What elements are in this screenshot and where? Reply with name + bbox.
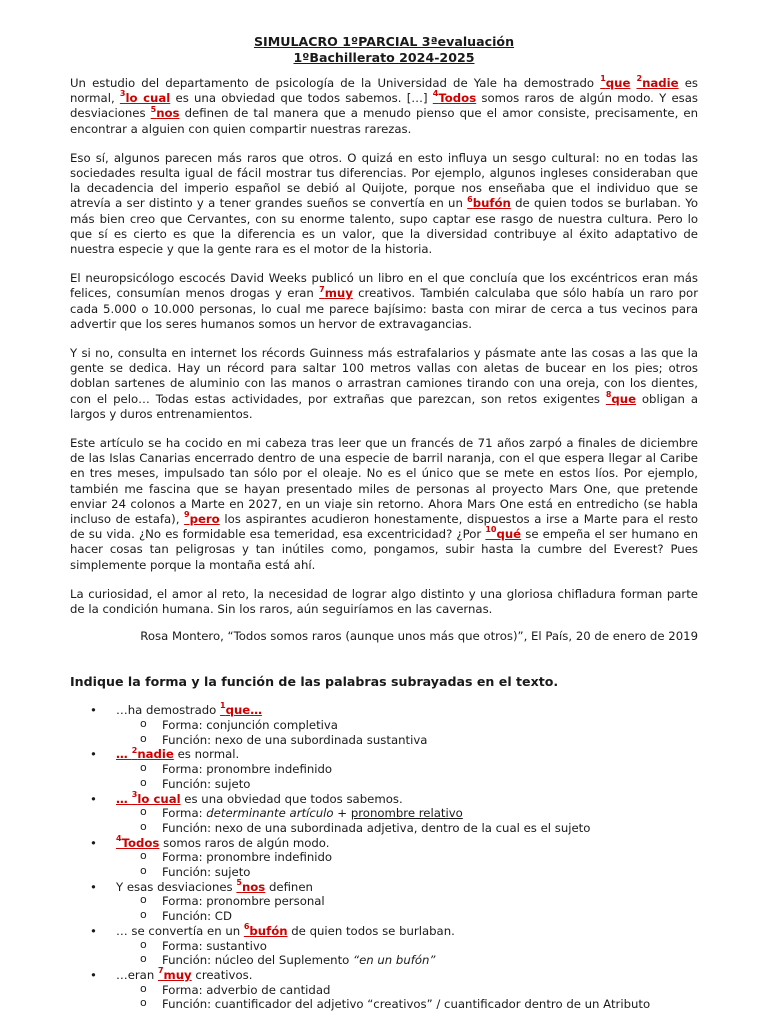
marked-word-6: $^6$bufón [467, 194, 511, 211]
article-text [70, 76, 698, 617]
funcion-line: o Función: núcleo del Suplemento “en un bufón” [116, 953, 698, 968]
document-page [70, 34, 698, 1012]
paragraph-5: Este artículo se ha cocido en mi cabeza tras leer que un francés de 71 años zarpó a finales de diciembre de las Islas Canarias encerrado dentro de una especie de barril naranja, con el que espera llegar al Caribe en tres meses, impulsado tan sólo por el oleaje. No es el único que se mete en estos líos. Por ejemplo, también me fascina que se hayan presentado miles de personas al proyecto Mars One, que pretende enviar 24 colonos a Marte en 2027, en un viaje sin retorno. Ahora Mars One está en entredicho (se habla incluso de estafa), $^9$pero los aspirantes acudieron honestamente, dispuestos a irse a Marte para el resto de su vida. ¿No es formidable esa temeridad, esa excentricidad? ¿Por $^{10}$qué se empeña el ser humano en hacer cosas tan peligrosas y tan inútiles como, pongamos, subir hasta la cumbre del Everest? Pues simplemente porque la montaña está ahí. [70, 436, 698, 572]
forma-line: o Forma: conjunción completiva [116, 718, 698, 733]
funcion-line: o Función: nexo de una subordinada sustantiva [116, 733, 698, 748]
marked-word-6: $^6$bufón [243, 921, 288, 938]
list-item: • Y esas desviaciones $^5$nos definen o Forma: pronombre personal o Función: CD [70, 880, 698, 924]
list-item: • …eran $^7$muy creativos. o Forma: adverbio de cantidad o Función: cuantificador del adjetivo “creativos” / cuantificador dentro de un Atributo [70, 968, 698, 1012]
list-item: • $^4$Todos somos raros de algún modo. o Forma: pronombre indefinido o Función: sujeto [70, 836, 698, 880]
marked-word-1: $^1$que [600, 74, 631, 90]
paragraph-4: Y si no, consulta en internet los récords Guinness más estrafalarios y pásmate ante las cosas a las que la gente se dedica. Hay un récord para saltar 100 metros vallas con aletas de bucear en los pies; otros doblan sartenes de aluminio con las manos o arrastran camiones tirando con una oreja, con los dientes, con el pelo… Todas estas actividades, por extrañas que parezcan, son retos exigentes $^8$que obligan a largos y duros entrenamientos. [70, 346, 698, 421]
exercise-question: Indique la forma y la función de las palabras subrayadas en el texto. [70, 674, 559, 690]
marked-word-7: $^7$muy [157, 966, 192, 982]
funcion-line: o Función: cuantificador del adjetivo “creativos” / cuantificador dentro de un Atributo [116, 997, 698, 1012]
marked-word-2: … $^2$nadie [116, 745, 174, 762]
list-item: • …ha demostrado $^1$que… o Forma: conjunción completiva o Función: nexo de una subordinada sustantiva [70, 703, 698, 747]
marked-word-8: $^8$que [605, 389, 637, 406]
title-line-2: 1ºBachillerato 2024-2025 [293, 50, 475, 65]
forma-line: o Forma: pronombre indefinido [116, 762, 698, 777]
forma-line: o Forma: pronombre personal [116, 894, 698, 909]
title-line-1: SIMULACRO 1ºPARCIAL 3ªevaluación [253, 34, 515, 49]
doc-title [70, 34, 698, 66]
marked-word-7: $^7$muy [319, 284, 353, 301]
marked-word-1: $^1$que… [220, 701, 262, 718]
list-item: • … $^3$lo cual es una obviedad que todos sabemos. o Forma: determinante artículo + pronombre relativo o Función: nexo de una subordinada adjetiva, dentro de la cual es el sujeto [70, 792, 698, 836]
marked-word-9: $^9$pero [184, 510, 220, 527]
marked-word-4: $^4$Todos [116, 833, 160, 850]
forma-line: o Forma: determinante artículo + pronombre relativo [116, 806, 698, 821]
list-item: • … $^2$nadie es normal. o Forma: pronombre indefinido o Función: sujeto [70, 747, 698, 791]
marked-word-10: $^{10}$qué [485, 525, 522, 542]
funcion-line: o Función: sujeto [116, 865, 698, 880]
paragraph-3: El neuropsicólogo escocés David Weeks publicó un libro en el que concluía que los excéntricos eran más felices, consumían menos drogas y eran $^7$muy creativos. También calculaba que sólo había un raro por cada 5.000 o 10.000 personas, lo cual me parece bajísimo: basta con mirar de cerca a tus vecinos para advertir que los seres humanos somos un hervor de extravagancias. [70, 271, 699, 331]
paragraph-1: Un estudio del departamento de psicología de la Universidad de Yale ha demostrado $^1$que $^2$nadie es normal, $^3$lo cual es una obviedad que todos sabemos. […] $^4$Todos somos raros de algún modo. Y esas desviaciones $^5$nos definen de tal manera que a menudo pienso que el amor consiste, precisamente, en encontrar a alguien con quien compartir nuestras rarezas. [70, 74, 699, 136]
marked-word-4: $^4$Todos [432, 89, 477, 106]
marked-word-3: $^3$lo cual [119, 89, 171, 106]
answer-list [70, 703, 698, 1012]
list-item: • … se convertía en un $^6$bufón de quien todos se burlaban. o Forma: sustantivo o Función: núcleo del Suplemento “en un bufón” [70, 924, 698, 968]
forma-line: o Forma: sustantivo [116, 939, 698, 954]
marked-word-3: … $^3$lo cual [116, 789, 181, 806]
forma-line: o Forma: pronombre indefinido [116, 850, 698, 865]
marked-word-5: $^5$nos [236, 877, 266, 894]
article-citation: Rosa Montero, “Todos somos raros (aunque unos más que otros)”, El País, 20 de enero de 2019 [140, 629, 698, 644]
forma-line: o Forma: adverbio de cantidad [116, 983, 698, 998]
paragraph-6: La curiosidad, el amor al reto, la necesidad de lograr algo distinto y una gloriosa chifladura forman parte de la condición humana. Sin los raros, aún seguiríamos en las cavernas. [70, 586, 698, 617]
marked-word-5: $^5$nos [150, 104, 180, 121]
funcion-line: o Función: CD [116, 909, 698, 924]
funcion-line: o Función: sujeto [116, 777, 698, 792]
paragraph-2: Eso sí, algunos parecen más raros que otros. O quizá en esto influya un sesgo cultural: no en todas las sociedades resulta igual de fácil mostrar tus diferencias. Por ejemplo, algunos ingleses consideraban que la decadencia del imperio español se debió al Quijote, porque nos enseñaba que el individuo que se atrevía a ser distinto y a tener grandes sueños se convertía en un $^6$bufón de quien todos se burlaban. Yo más bien creo que Cervantes, con su enorme talento, supo captar ese rasgo de nuestra cultura. Pero lo que sí es cierto es que la diferencia es un valor, que la diversidad contribuye al éxito adaptativo de nuestra especie y que la gente rara es el motor de la historia. [70, 150, 698, 257]
marked-word-2: $^2$nadie [636, 74, 679, 90]
funcion-line: o Función: nexo de una subordinada adjetiva, dentro de la cual es el sujeto [116, 821, 698, 836]
